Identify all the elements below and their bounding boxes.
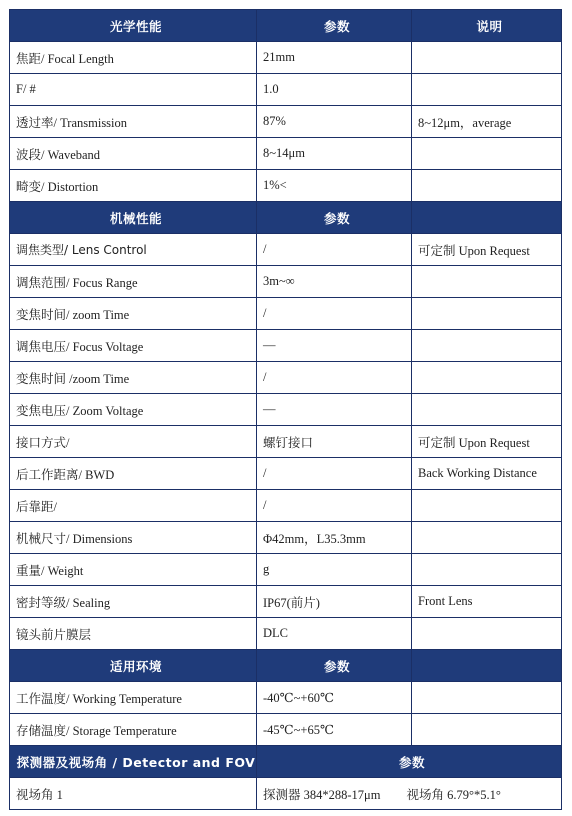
row-label: 视场角 1 <box>10 778 257 810</box>
row-note <box>412 330 562 362</box>
row-label: 接口方式/ <box>10 426 257 458</box>
optical-header-row <box>10 10 562 42</box>
table-row <box>10 522 562 554</box>
row-label: 波段/ Waveband <box>10 138 257 170</box>
row-note <box>412 170 562 202</box>
row-note: 8~12μm，average <box>412 106 562 138</box>
mechanical-note-header <box>412 202 562 234</box>
row-label: 焦距/ Focal Length <box>10 42 257 74</box>
mechanical-param-header: 参数 <box>257 202 412 234</box>
row-value: 21mm <box>257 42 412 74</box>
table-row <box>10 170 562 202</box>
row-note <box>412 138 562 170</box>
spec-table <box>9 9 562 810</box>
row-value: 8~14μm <box>257 138 412 170</box>
table-row <box>10 362 562 394</box>
row-value: -45℃~+65℃ <box>257 714 412 746</box>
row-label: 密封等级/ Sealing <box>10 586 257 618</box>
environment-note-header <box>412 650 562 682</box>
row-value: / <box>257 458 412 490</box>
row-note <box>412 618 562 650</box>
table-row <box>10 682 562 714</box>
table-row <box>10 586 562 618</box>
row-note: 可定制 Upon Request <box>412 234 562 266</box>
row-note <box>412 682 562 714</box>
row-value: -40℃~+60℃ <box>257 682 412 714</box>
row-value: / <box>257 362 412 394</box>
row-label: 透过率/ Transmission <box>10 106 257 138</box>
row-label: 变焦电压/ Zoom Voltage <box>10 394 257 426</box>
row-note <box>412 74 562 106</box>
row-value: 3m~∞ <box>257 266 412 298</box>
table-row <box>10 490 562 522</box>
row-note: Back Working Distance <box>412 458 562 490</box>
row-value: — <box>257 330 412 362</box>
row-label: 重量/ Weight <box>10 554 257 586</box>
table-row <box>10 298 562 330</box>
row-label: 后靠距/ <box>10 490 257 522</box>
row-label: 机械尺寸/ Dimensions <box>10 522 257 554</box>
row-value <box>257 778 562 810</box>
row-label: 后工作距离/ BWD <box>10 458 257 490</box>
row-note: Front Lens <box>412 586 562 618</box>
table-row <box>10 234 562 266</box>
detector-section-title: 探测器及视场角 / Detector and FOV <box>10 746 257 778</box>
table-row <box>10 74 562 106</box>
table-row <box>10 42 562 74</box>
row-label: 调焦类型/ Lens Control <box>10 234 257 266</box>
row-note: 可定制 Upon Request <box>412 426 562 458</box>
table-row <box>10 138 562 170</box>
mechanical-section-title: 机械性能 <box>10 202 257 234</box>
row-value: 1%< <box>257 170 412 202</box>
row-label: 调焦电压/ Focus Voltage <box>10 330 257 362</box>
detector-param-header: 参数 <box>257 746 562 778</box>
table-row <box>10 618 562 650</box>
row-label: 工作温度/ Working Temperature <box>10 682 257 714</box>
table-row <box>10 714 562 746</box>
row-note <box>412 714 562 746</box>
table-row <box>10 330 562 362</box>
fov-spec: 视场角 6.79°*5.1° <box>406 787 501 802</box>
row-value: 87% <box>257 106 412 138</box>
environment-param-header: 参数 <box>257 650 412 682</box>
detector-header-row <box>10 746 562 778</box>
row-value: Φ42mm，L35.3mm <box>257 522 412 554</box>
row-note <box>412 362 562 394</box>
row-value: / <box>257 490 412 522</box>
row-value: 螺钉接口 <box>257 426 412 458</box>
table-row <box>10 458 562 490</box>
row-value: / <box>257 234 412 266</box>
table-row <box>10 426 562 458</box>
detector-spec: 探测器 384*288-17μm <box>263 787 381 802</box>
row-value: — <box>257 394 412 426</box>
row-label: 畸变/ Distortion <box>10 170 257 202</box>
row-value: DLC <box>257 618 412 650</box>
table-row <box>10 394 562 426</box>
table-row <box>10 778 562 810</box>
row-label: 调焦范围/ Focus Range <box>10 266 257 298</box>
table-row <box>10 106 562 138</box>
row-note <box>412 522 562 554</box>
row-label: 变焦时间 /zoom Time <box>10 362 257 394</box>
row-label: 存储温度/ Storage Temperature <box>10 714 257 746</box>
row-value: g <box>257 554 412 586</box>
row-note <box>412 42 562 74</box>
row-label: 镜头前片膜层 <box>10 618 257 650</box>
row-value: / <box>257 298 412 330</box>
row-label: 变焦时间/ zoom Time <box>10 298 257 330</box>
optical-param-header: 参数 <box>257 10 412 42</box>
row-note <box>412 554 562 586</box>
table-row <box>10 266 562 298</box>
row-label: F/ # <box>10 74 257 106</box>
row-value: IP67(前片) <box>257 586 412 618</box>
row-note <box>412 394 562 426</box>
row-note <box>412 490 562 522</box>
optical-section-title: 光学性能 <box>10 10 257 42</box>
environment-section-title: 适用环境 <box>10 650 257 682</box>
mechanical-header-row <box>10 202 562 234</box>
row-note <box>412 266 562 298</box>
environment-header-row <box>10 650 562 682</box>
table-row <box>10 554 562 586</box>
row-value: 1.0 <box>257 74 412 106</box>
row-note <box>412 298 562 330</box>
optical-note-header: 说明 <box>412 10 562 42</box>
